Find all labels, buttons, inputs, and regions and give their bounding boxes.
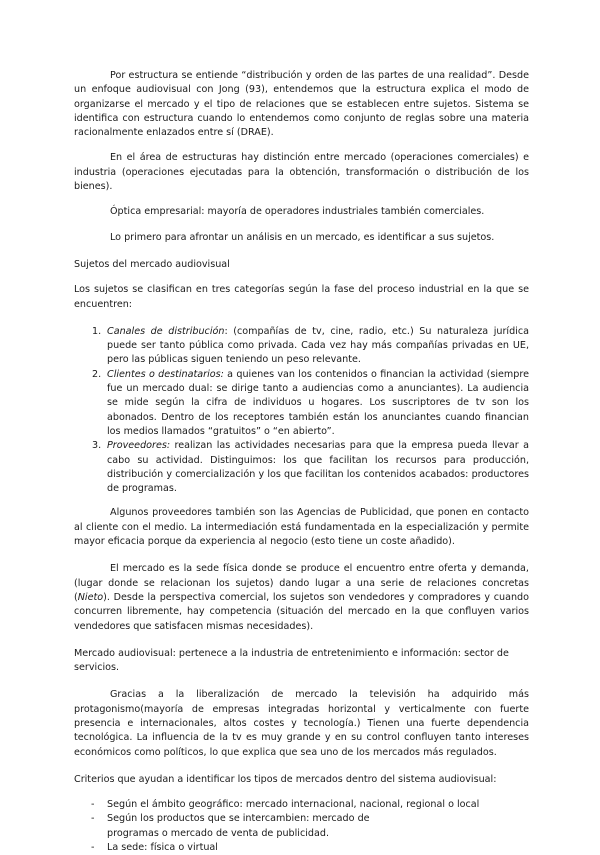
list-item-productos (74, 812, 529, 841)
paragraph-sujetos-intro: Los sujetos se clasifican en tres categorías según la fase del proceso industrial en la que se encuentren: (74, 284, 529, 310)
text-run-italic: Nieto (77, 591, 104, 603)
paragraph-criterios: Criterios que ayudan a identificar los tipos de mercados dentro del sistema audiovisual: (74, 773, 497, 785)
paragraph-mercado-industria: En el área de estructuras hay distinción entre mercado (operaciones comerciales) e industria (operaciones ejecutadas para la obtención, transformación o distribución de los bienes). (74, 152, 529, 193)
paragraph-liberalizacion: Gracias a la liberalización de mercado la televisión ha adquirido más protagonismo(mayoría de empresas integradas horizontal y verticalmente con fuerte presencia e internacionales, altos costes y tecnología.) Tienen una fuerte dependencia tecnológica. La influencia de la tv es muy grande y en su control confluyen tanto intereses económicos como políticos, lo que explica que sea uno de los mercados más regulados. (74, 689, 529, 758)
sujetos-numbered-list (74, 325, 529, 497)
section-heading-sujetos: Sujetos del mercado audiovisual (74, 258, 230, 270)
list-item-canales (74, 325, 529, 368)
list-text: Según el ámbito geográfico: mercado internacional, nacional, regional o local (107, 799, 480, 811)
list-number: 3. (92, 440, 102, 452)
paragraph-mercado-audiovisual: Mercado audiovisual: pertenece a la industria de entretenimiento e información: sector de servicios. (74, 647, 509, 674)
list-term: Clientes o destinatarios: (107, 368, 224, 380)
list-term: Canales de distribución (107, 325, 225, 337)
list-item-proveedores (74, 439, 529, 496)
paragraph-mercado-sede (74, 562, 529, 633)
list-text: a quienes van los contenidos o financian la actividad (siempre fue un mercado dual: se dirige tanto a audiencias como a anunciantes). La audiencia se mide según la cifra de individuos u hogares. Los suscriptores de tv son los abonados. Dentro de los receptores también están los anunciantes cuando financian los medios llamados “gratuitos” o “en abierto”. (107, 368, 529, 437)
dash-marker: - (91, 799, 95, 811)
paragraph-primer-analisis: Lo primero para afrontar un análisis en un mercado, es identificar a sus sujetos. (110, 231, 495, 243)
text-run: ). Desde la perspectiva comercial, los sujetos son vendedores y compradores y cuando concurren libremente, hay competencia (situación del mercado en la que confluyen varios vendedores que satisfacen mismas necesidades). (74, 591, 529, 632)
list-number: 1. (92, 325, 102, 337)
list-term: Proveedores: (107, 440, 171, 452)
dash-marker: - (91, 813, 95, 825)
text-run: El mercado es la sede física donde se produce el encuentro entre oferta y demanda, (lugar donde se relacionan los sujetos) dando lugar a una serie de relaciones concretas ( (74, 563, 529, 603)
list-item-ambito (74, 798, 529, 812)
paragraph-estructura: Por estructura se entiende “distribución y orden de las partes de una realidad”. Desde un enfoque audiovisual con Jong (93), entendemos que la estructura explica el modo de organizarse el mercado y el tipo de relaciones que se establecen entre sujetos. Sistema se identifica con estructura cuando lo entendemos como conjunto de reglas sobre una materia racionalmente enlazados entre sí (DRAE). (74, 70, 529, 139)
list-item-sede (74, 841, 529, 855)
list-text: : (compañías de tv, cine, radio, etc.) Su naturaleza jurídica puede ser tanto pública como privada. Cada vez hay más compañías privadas en UE, pero las públicas siguen teniendo un peso relevante. (107, 325, 529, 366)
list-number: 2. (92, 368, 102, 380)
paragraph-optica-empresarial: Óptica empresarial: mayoría de operadores industriales también comerciales. (110, 206, 485, 218)
list-text: Según los productos que se intercambien: mercado de programas o mercado de venta de publicidad. (107, 813, 370, 839)
list-text: realizan las actividades necesarias para que la empresa pueda llevar a cabo su actividad. Distinguimos: los que facilitan los recursos para producción, distribución y comercialización y los que facilitan los contenidos acabados: productores de programas. (107, 440, 529, 495)
list-item-clientes (74, 368, 529, 439)
dash-marker: - (91, 842, 95, 854)
paragraph-agencias-publicidad: Algunos proveedores también son las Agencias de Publicidad, que ponen en contacto al cliente con el medio. La intermediación está fundamentada en la especialización y permite mayor eficacia porque da experiencia al negocio (esto tiene un coste añadido). (74, 507, 529, 548)
list-text: La sede: física o virtual (107, 842, 218, 854)
criterios-dash-list (74, 798, 529, 855)
